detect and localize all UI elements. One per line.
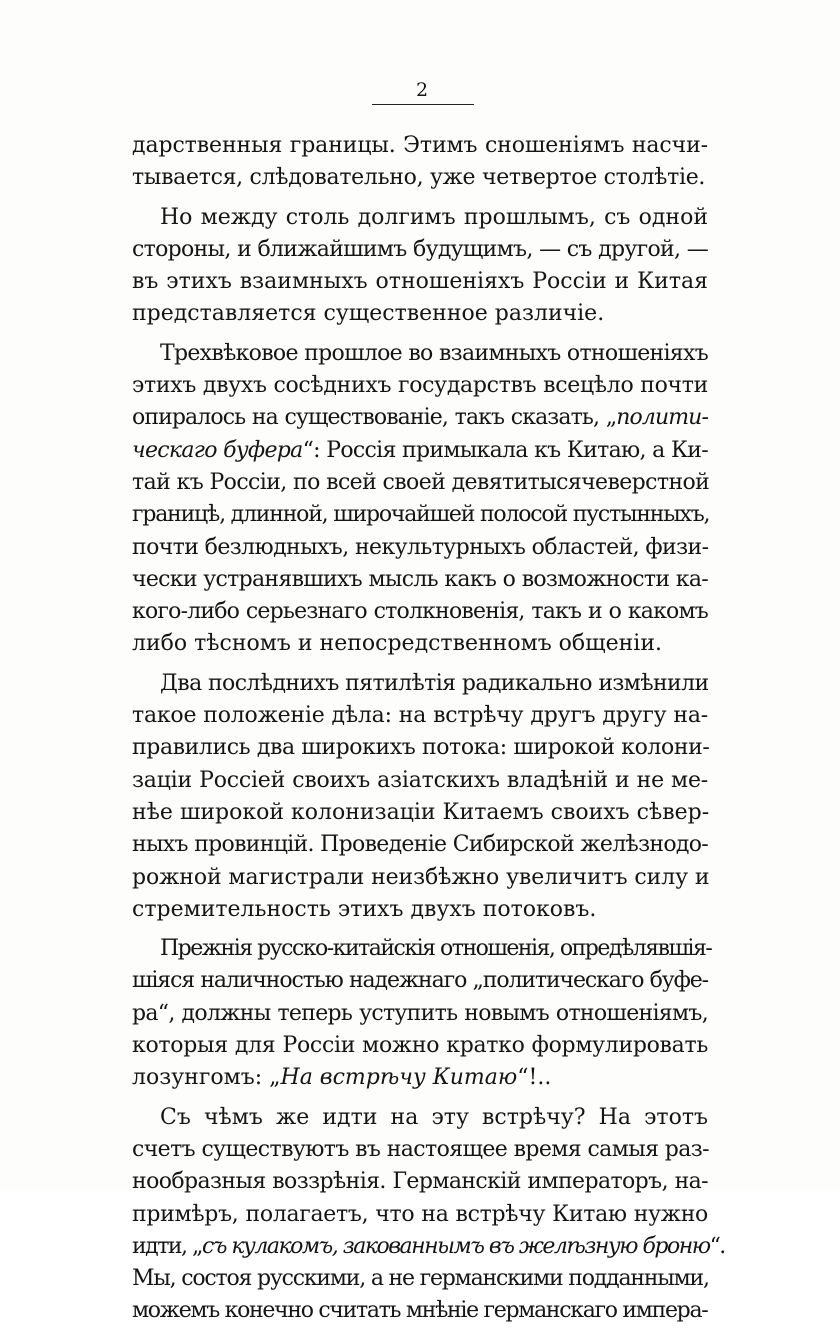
page-number-rule — [372, 104, 474, 105]
paragraph — [132, 1102, 725, 1328]
italic-text: полити- — [616, 405, 708, 431]
text-line — [132, 1166, 708, 1198]
text-line — [132, 998, 708, 1030]
line-text: примѣръ, полагаетъ, что на встрѣчу Китаю нужно — [132, 1201, 708, 1227]
line-text: Съ чѣмъ же идти на эту встрѣчу? На этотъ — [160, 1104, 708, 1130]
text-line — [132, 765, 708, 797]
line-text: тай къ Россіи, по всей своей девятитысячеверстной — [132, 469, 710, 495]
text-line — [132, 965, 708, 997]
paragraph-gap — [132, 926, 708, 933]
text-line — [132, 1102, 708, 1134]
line-text: чески устранявшихъ мысль какъ о возможности ка- — [132, 566, 708, 592]
text-line — [132, 1231, 725, 1263]
line-text: заціи Россіей своихъ азіатскихъ владѣній и не ме- — [132, 767, 708, 793]
line-text: Прежнія русско-китайскія отношенія, опредѣлявшія- — [160, 936, 712, 962]
text-line — [132, 829, 708, 861]
text-line — [132, 202, 708, 234]
text-line — [132, 532, 708, 564]
line-text: Но между столь долгимъ прошлымъ, съ одной — [160, 204, 708, 230]
text-line — [132, 1263, 708, 1295]
text-line — [132, 370, 708, 402]
text-line — [132, 668, 708, 700]
line-text: “. — [709, 1233, 725, 1259]
line-text: стремительность этихъ двухъ потоковъ. — [132, 896, 597, 922]
text-line — [132, 1062, 708, 1094]
line-text: нообразныя воззрѣнія. Германскій императоръ, на- — [132, 1169, 708, 1195]
line-text: стороны, и ближайшимъ будущимъ, — съ другой, — — [132, 236, 708, 262]
text-line — [132, 862, 708, 894]
paragraph — [132, 130, 708, 195]
line-text: границѣ, длинной, широчайшей полосой пустынныхъ, — [132, 502, 710, 528]
line-text: тывается, слѣдовательно, уже четвертое столѣтіе. — [132, 165, 706, 191]
text-line — [132, 628, 708, 660]
paragraph — [132, 933, 712, 1094]
line-text: Мы, состоя русскими, а не германскими подданными, — [132, 1266, 709, 1292]
line-text: можемъ конечно считать мнѣніе германскаго импера- — [132, 1298, 708, 1324]
text-line — [132, 700, 708, 732]
text-line — [132, 266, 708, 298]
text-line — [132, 234, 708, 266]
text-line — [132, 564, 708, 596]
line-text: дарственныя границы. Этимъ сношеніямъ насчи- — [132, 133, 708, 158]
italic-text: ческаго буфера — [132, 437, 303, 463]
text-line — [132, 1134, 708, 1166]
line-text: правились два широкихъ потока: широкой колони- — [132, 735, 710, 761]
line-text: опиралось на существованіе, такъ сказать, „ — [132, 405, 617, 431]
text-line — [132, 732, 708, 764]
text-line — [132, 162, 708, 194]
line-text: лозунгомъ: „ — [132, 1065, 281, 1091]
line-text: шіяся наличностью надежнаго „политическаго буфе- — [132, 968, 708, 994]
line-text: “: Россія примыкала къ Китаю, а Ки- — [302, 437, 709, 463]
text-line — [132, 1199, 708, 1231]
line-text: которыя для Россіи можно кратко формулировать — [132, 1033, 708, 1059]
line-text: нѣе широкой колонизаціи Китаемъ своихъ сѣвер- — [132, 799, 710, 825]
line-text: счетъ существуютъ въ настоящее время самыя раз- — [132, 1136, 710, 1162]
line-text: представляется существенное различіе. — [132, 301, 605, 327]
text-line — [132, 1295, 708, 1327]
text-line — [132, 596, 708, 628]
line-text: въ этихъ взаимныхъ отношеніяхъ Россіи и Китая — [132, 269, 708, 295]
text-line — [132, 130, 708, 162]
line-text: Трехвѣковое прошлое во взаимныхъ отношеніяхъ — [160, 340, 708, 366]
text-line — [132, 402, 708, 434]
italic-text: На встрѣчу Китаю — [280, 1065, 518, 1091]
line-text: Два послѣднихъ пятилѣтія радикально измѣнили — [160, 670, 709, 696]
body-text — [132, 130, 725, 1328]
paragraph — [132, 202, 708, 331]
line-text: идти, „ — [132, 1233, 202, 1259]
text-line — [132, 797, 708, 829]
line-text: такое положеніе дѣла: на встрѣчу другъ другу на- — [132, 703, 708, 729]
line-text: “!.. — [517, 1065, 552, 1091]
line-text: ныхъ провинцій. Проведеніе Сибирской желѣзнодо- — [132, 832, 708, 858]
text-line — [132, 1030, 708, 1062]
paragraph-gap — [132, 331, 708, 338]
text-line — [132, 298, 708, 330]
text-line — [132, 467, 708, 499]
page-number: 2 — [415, 79, 429, 101]
text-line — [132, 435, 708, 467]
line-text: рожной магистрали неизбѣжно увеличитъ силу и — [132, 864, 710, 890]
text-line — [132, 499, 708, 531]
text-line — [132, 933, 712, 965]
paragraph-gap — [132, 1095, 708, 1102]
paragraph — [132, 338, 708, 661]
paragraph — [132, 668, 708, 926]
paragraph-gap — [132, 195, 708, 202]
line-text: почти безлюдныхъ, некультурныхъ областей, физи- — [132, 534, 709, 560]
line-text: либо тѣсномъ и непосредственномъ общеніи. — [132, 631, 662, 657]
line-text: этихъ двухъ сосѣднихъ государствъ всецѣло почти — [132, 373, 708, 399]
line-text: ра“, должны теперь уступить новымъ отношеніямъ, — [132, 1000, 708, 1026]
paragraph-gap — [132, 661, 708, 668]
italic-text: съ кулакомъ, закованнымъ въ желѣзную броню — [201, 1233, 710, 1259]
text-line — [132, 338, 708, 370]
text-line — [132, 894, 708, 926]
line-text: кого-либо серьезнаго столкновенія, такъ и о какомъ — [132, 599, 708, 625]
